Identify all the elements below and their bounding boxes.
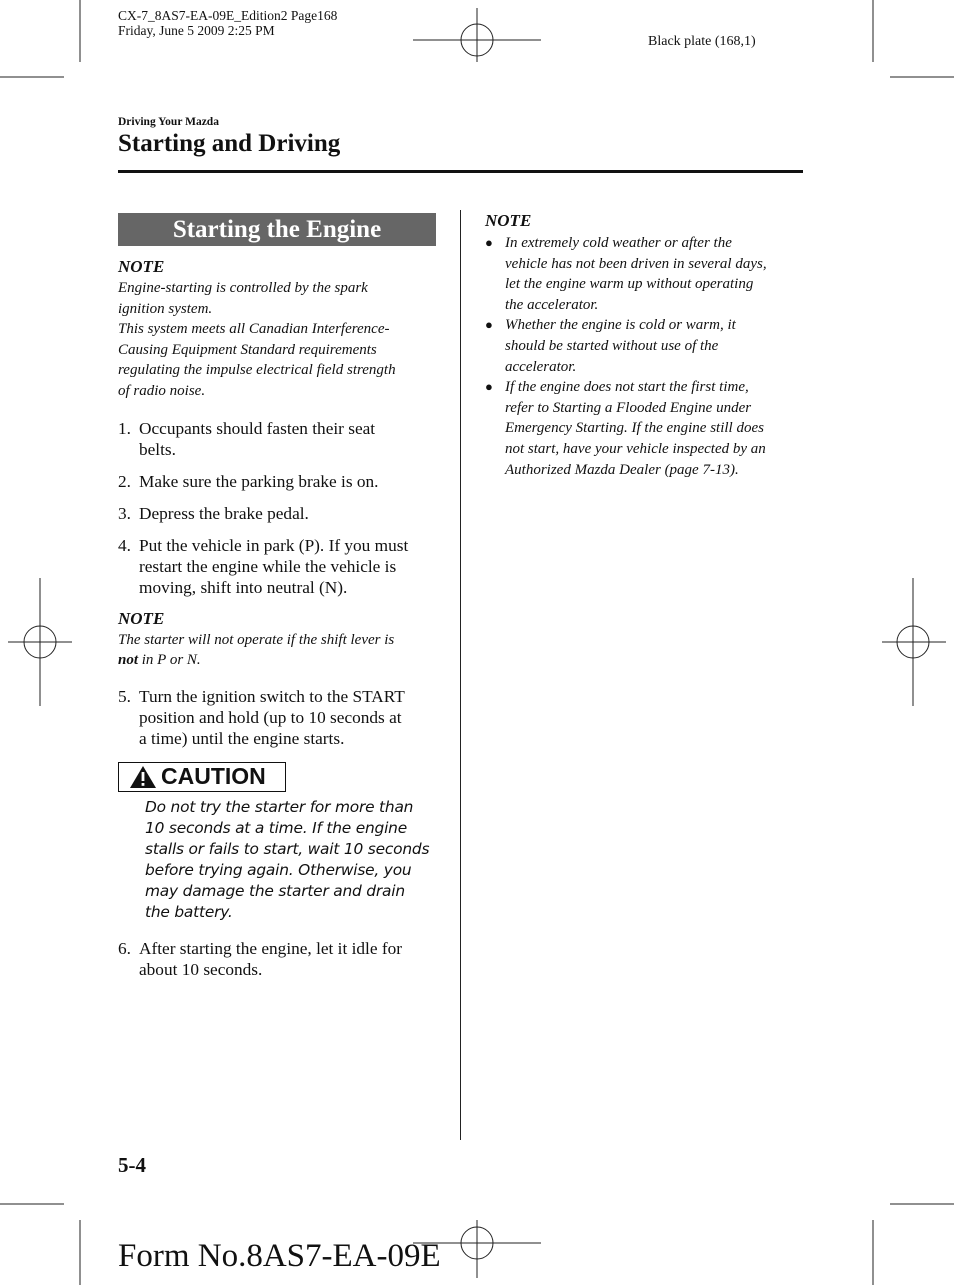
bullet-line: let the engine warm up without operating [505, 276, 754, 293]
step-number: 5. [118, 686, 131, 706]
step-line: Depress the brake pedal. [139, 503, 309, 523]
note-line: regulating the impulse electrical field strength [118, 362, 396, 379]
note-line: Causing Equipment Standard requirements [118, 341, 377, 358]
caution-box [118, 762, 286, 792]
caution-line: Do not try the starter for more than [145, 797, 414, 816]
bullet-item [485, 377, 803, 480]
bullet-line: not start, have your vehicle inspected by an [505, 440, 766, 457]
bullet-line: Authorized Mazda Dealer (page 7-13). [505, 461, 739, 478]
caution-line: before trying again. Otherwise, you [145, 860, 412, 879]
note-line-rest: in P or N. [138, 652, 201, 669]
note-line: of radio noise. [118, 382, 206, 399]
emphasis-word: not [118, 652, 139, 669]
note-heading: NOTE [118, 257, 165, 276]
caution-text [145, 797, 445, 923]
bullet-line: Whether the engine is cold or warm, it [505, 317, 736, 334]
step-line: Turn the ignition switch to the START [139, 686, 405, 706]
left-column [118, 256, 440, 980]
note-bullets [485, 233, 803, 480]
step-line: moving, shift into neutral (N). [139, 577, 348, 597]
step-number: 3. [118, 503, 131, 523]
caution-line: may damage the starter and drain [145, 881, 405, 900]
step-item [118, 535, 440, 598]
step-item [118, 503, 440, 524]
bullet-line: accelerator. [505, 358, 577, 375]
step-line: restart the engine while the vehicle is [139, 556, 397, 576]
step-item [118, 418, 440, 460]
title-rule [118, 170, 803, 173]
step-line: about 10 seconds. [139, 959, 263, 979]
chapter-label: Driving Your Mazda [118, 116, 219, 128]
bullet-line: the accelerator. [505, 296, 599, 313]
bullet-line: vehicle has not been driven in several days, [505, 255, 767, 272]
right-column [485, 210, 803, 480]
print-header [118, 8, 337, 38]
caution-line: stalls or fails to start, wait 10 seconds [145, 839, 430, 858]
registration-target-right [882, 578, 946, 706]
step-line: position and hold (up to 10 seconds at [139, 707, 402, 727]
step-line: Put the vehicle in park (P). If you must [139, 535, 409, 555]
note-text [118, 630, 440, 671]
bullet-line: refer to Starting a Flooded Engine under [505, 399, 752, 416]
print-header-file: CX-7_8AS7-EA-09E_Edition2 Page168 [118, 8, 338, 23]
step-line: Occupants should fasten their seat [139, 418, 376, 438]
page-number: 5-4 [118, 1153, 146, 1177]
bullet-line: should be started without use of the [505, 337, 719, 354]
caution-line: the battery. [145, 902, 233, 921]
note-heading: NOTE [118, 608, 165, 628]
step-list [118, 418, 440, 598]
note-line: This system meets all Canadian Interference- [118, 321, 390, 338]
note-text [118, 278, 440, 402]
bullet-icon: ● [485, 379, 493, 395]
bullet-item [485, 233, 803, 315]
column-divider [460, 210, 461, 1140]
bullet-item [485, 315, 803, 377]
step-number: 1. [118, 418, 131, 438]
bullet-icon: ● [485, 235, 493, 250]
plate-label: Black plate (168,1) [648, 34, 756, 49]
bullet-line: In extremely cold weather or after the [505, 235, 732, 251]
step-number: 6. [118, 938, 131, 958]
form-number: Form No.8AS7-EA-09E [118, 1238, 441, 1274]
note-block [118, 608, 440, 671]
bullet-line: If the engine does not start the first time, [505, 379, 749, 396]
print-header-date: Friday, June 5 2009 2:25 PM [118, 23, 275, 38]
note-heading: NOTE [485, 211, 532, 230]
note-line: ignition system. [118, 300, 213, 317]
step-line: belts. [139, 439, 176, 459]
bullet-icon: ● [485, 317, 493, 333]
step-number: 2. [118, 471, 131, 491]
registration-target-top [413, 8, 541, 62]
step-item [118, 938, 440, 980]
banner-heading: Starting the Engine [118, 213, 436, 246]
bullet-line: Emergency Starting. If the engine still does [505, 420, 764, 437]
note-line [118, 650, 440, 671]
note-line: The starter will not operate if the shift lever is [118, 631, 395, 648]
caution-label: CAUTION [161, 763, 266, 790]
note-line: Engine-starting is controlled by the spark [118, 280, 368, 296]
registration-target-left [8, 578, 72, 706]
warning-triangle-icon [129, 765, 157, 789]
step-item [118, 686, 440, 749]
step-number: 4. [118, 535, 131, 555]
caution-line: 10 seconds at a time. If the engine [145, 818, 408, 837]
step-line: After starting the engine, let it idle for [139, 938, 402, 958]
step-line: Make sure the parking brake is on. [139, 471, 379, 491]
step-line: a time) until the engine starts. [139, 728, 345, 748]
step-item [118, 471, 440, 492]
section-title: Starting and Driving [118, 130, 341, 157]
